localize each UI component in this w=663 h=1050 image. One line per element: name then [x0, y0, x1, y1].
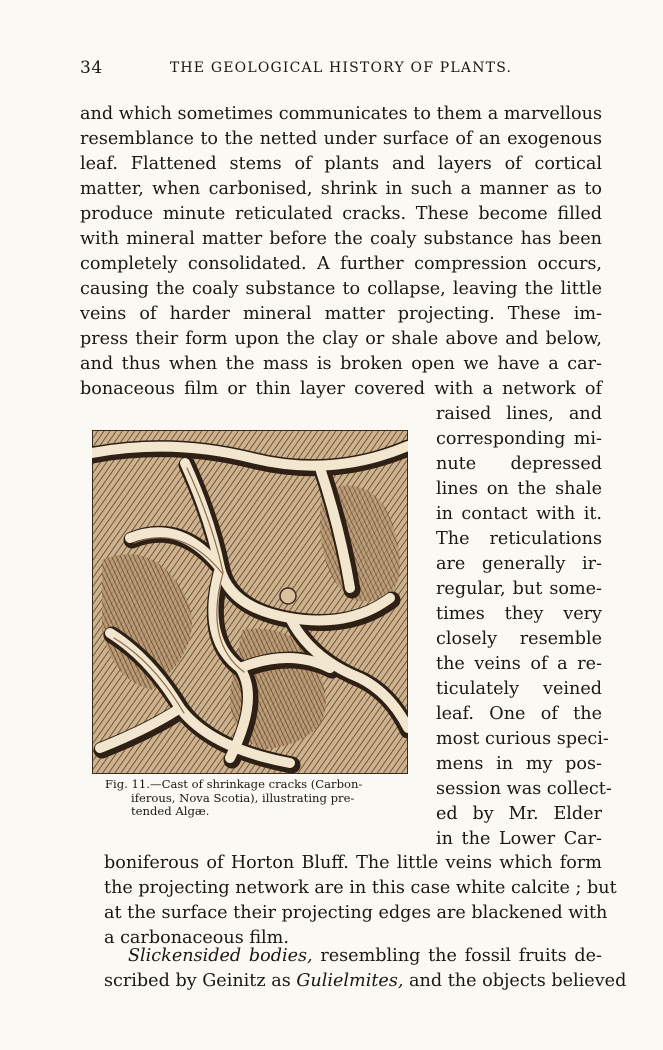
text-line: at the surface their projecting edges are blackened with	[104, 903, 608, 923]
text-line: causing the coaly substance to collapse, leaving the little	[80, 279, 602, 299]
column-text-line: mens in my pos-	[436, 754, 602, 774]
page-header	[80, 58, 602, 82]
caption-line: tended Algæ.	[131, 804, 210, 818]
column-text-line: the veins of a re-	[436, 654, 602, 674]
text-line: boniferous of Horton Bluff. The little veins which form	[104, 853, 602, 873]
text-line: produce minute reticulated cracks. These become filled	[80, 204, 602, 224]
text-line: and which sometimes communicates to them a marvellous	[80, 104, 602, 124]
text-line: the projecting network are in this case white calcite ; but	[104, 878, 617, 898]
text-line: completely consolidated. A further compression occurs,	[80, 254, 602, 274]
column-text-line: lines on the shale	[436, 479, 602, 499]
paragraph-line	[104, 969, 627, 994]
figure-caption	[105, 778, 415, 819]
column-text-line: raised lines, and	[436, 404, 602, 424]
column-text-line: The reticulations	[436, 529, 602, 549]
text-line: veins of harder mineral matter projecting. These im-	[80, 304, 602, 324]
text-line: matter, when carbonised, shrink in such a manner as to	[80, 179, 602, 199]
engraving-illustration	[92, 430, 408, 774]
column-text-line: session was collect-	[436, 779, 612, 799]
caption-line: Fig. 11.—Cast of shrinkage cracks (Carbon-	[105, 777, 363, 791]
column-text-line: ticulately veined	[436, 679, 602, 699]
column-text-line: in the Lower Car-	[436, 829, 602, 849]
text-line: resemblance to the netted under surface of an exogenous	[80, 129, 602, 149]
figure-shrinkage-cracks	[92, 430, 408, 774]
text-line: and thus when the mass is broken open we have a car-	[80, 354, 602, 374]
column-text-line: corresponding mi-	[436, 429, 602, 449]
text-line: press their form upon the clay or shale above and below,	[80, 329, 602, 349]
column-text-line: times they very	[436, 604, 602, 624]
text-span: resembling the fossil fruits de-	[312, 946, 602, 966]
text-line: leaf. Flattened stems of plants and layers of cortical	[80, 154, 602, 174]
text-line: a carbonaceous film.	[104, 928, 289, 948]
text-span: scribed by Geinitz as	[104, 971, 297, 991]
column-text-line: in contact with it.	[436, 504, 602, 524]
page-number: 34	[80, 58, 103, 78]
column-text-line: closely resemble	[436, 629, 602, 649]
italic-term: Slickensided bodies,	[128, 946, 313, 966]
column-text-line: nute depressed	[436, 454, 602, 474]
text-span: and the objects believed	[403, 971, 627, 991]
paragraph-line	[128, 944, 602, 969]
text-line: bonaceous film or thin layer covered with a network of	[80, 379, 602, 399]
running-title: THE GEOLOGICAL HISTORY OF PLANTS.	[169, 60, 513, 76]
column-text-line: most curious speci-	[436, 729, 609, 749]
caption-line: iferous, Nova Scotia), illustrating pre-	[131, 790, 355, 805]
column-text-line: regular, but some-	[436, 579, 602, 599]
column-text-line: leaf. One of the	[436, 704, 602, 724]
italic-term: Gulielmites,	[296, 971, 404, 991]
column-text-line: are generally ir-	[436, 554, 602, 574]
text-line: with mineral matter before the coaly substance has been	[80, 229, 602, 249]
column-text-line: ed by Mr. Elder	[436, 804, 602, 824]
